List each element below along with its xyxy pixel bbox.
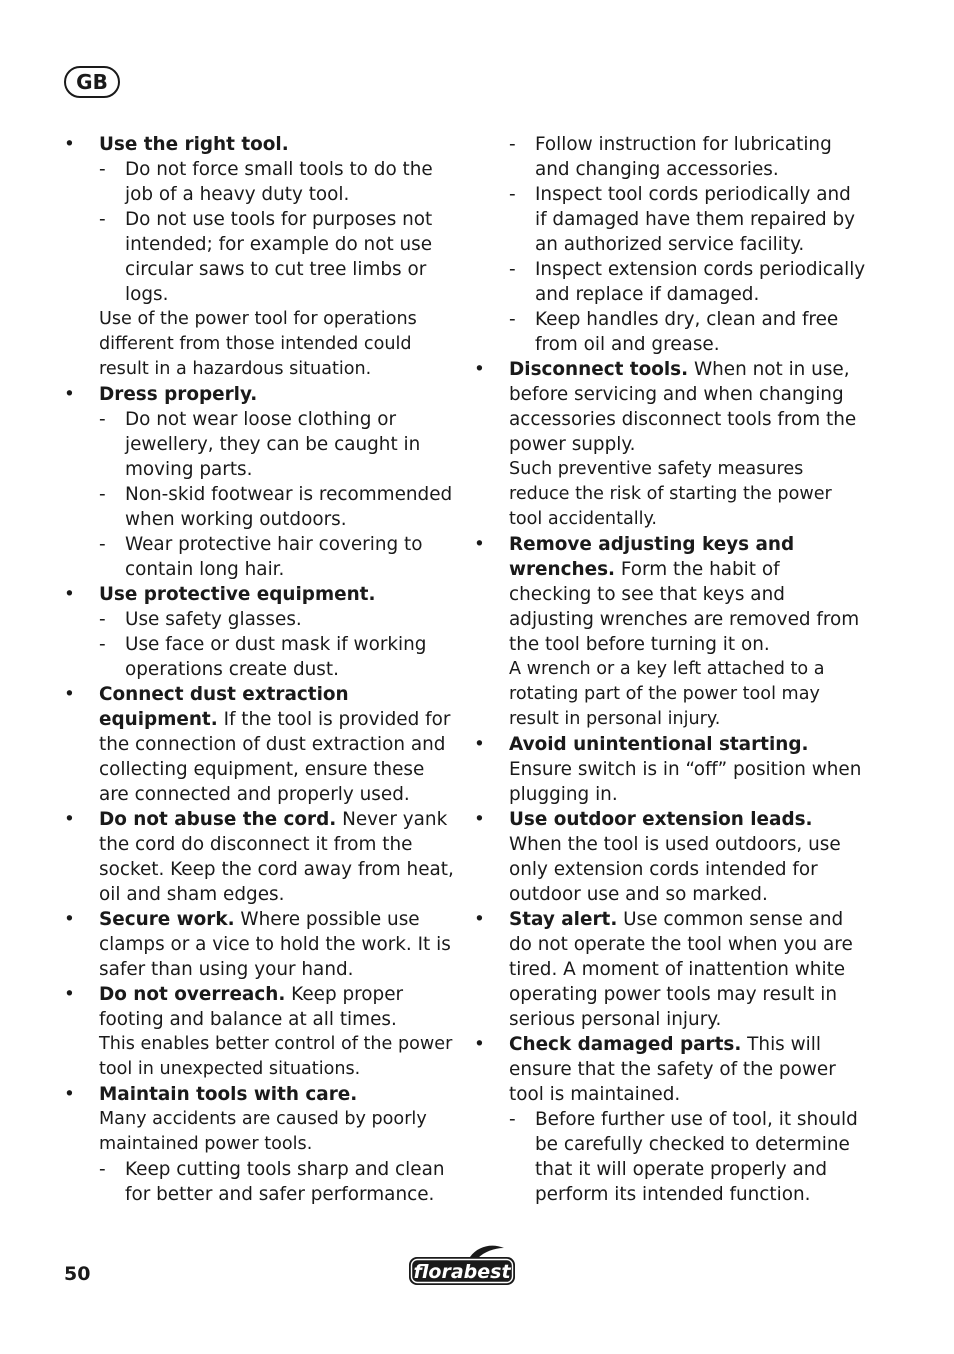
item-title: Do not overreach. (99, 984, 286, 1005)
item-maintain-tools (64, 1082, 456, 1207)
sub-item (474, 1107, 866, 1207)
bullet-icon: • (64, 1084, 75, 1105)
bullet-icon: • (474, 734, 485, 755)
item-use-right-tool (64, 132, 456, 382)
dash-icon: - (509, 134, 516, 155)
item-note: A wrench or a key left attached to a rotating part of the power tool may result in personal injury. (509, 659, 825, 729)
item-disconnect-tools (474, 357, 866, 532)
bullet-icon: • (64, 984, 75, 1005)
logo-leaf-icon (470, 1246, 504, 1258)
item-title: Check damaged parts. (509, 1034, 742, 1055)
sub-item (99, 607, 456, 632)
item-body: Form the habit of checking to see that keys and adjusting wrenches are removed from the tool before turning it on. (509, 559, 860, 655)
bullet-icon: • (64, 134, 75, 155)
sub-item-text: Keep handles dry, clean and free from oil and grease. (535, 309, 839, 355)
item-title: Use outdoor extension leads. (509, 809, 813, 830)
sub-item-text: Do not use tools for purposes not intended; for example do not use circular saws to cut tree limbs or logs. (125, 209, 433, 305)
dash-icon: - (99, 609, 106, 630)
sub-item-text: Before further use of tool, it should be carefully checked to determine that it will operate properly and perform its intended function. (535, 1109, 858, 1205)
dash-icon: - (509, 309, 516, 330)
dash-icon: - (509, 259, 516, 280)
sub-item (474, 182, 866, 257)
item-title: Do not abuse the cord. (99, 809, 337, 830)
item-body: Never yank the cord do disconnect it from the socket. Keep the cord away from heat, oil and sham edges. (99, 809, 454, 905)
bullet-icon: • (474, 534, 485, 555)
sub-item-text: Inspect extension cords periodically and replace if damaged. (535, 259, 866, 305)
bullet-icon: • (474, 909, 485, 930)
item-title: Use protective equipment. (99, 584, 376, 605)
item-remove-keys (474, 532, 866, 732)
item-body: This will ensure that the safety of the power tool is maintained. (509, 1034, 836, 1105)
sub-item-text: Do not force small tools to do the job of a heavy duty tool. (125, 159, 433, 205)
left-column (64, 132, 456, 1207)
item-body: Use common sense and do not operate the tool when you are tired. A moment of inattention white operating power tools may result in serious personal injury. (509, 909, 853, 1030)
dash-icon: - (509, 1109, 516, 1130)
language-badge: GB (64, 66, 120, 98)
florabest-logo (406, 1244, 518, 1290)
item-body: Keep proper footing and balance at all times. (99, 984, 404, 1030)
item-title: Avoid unintentional starting. (509, 734, 809, 755)
right-column (474, 132, 866, 1207)
item-body: If the tool is provided for the connection of dust extraction and collecting equipment, ensure these are connected and properly used. (99, 709, 451, 805)
item-secure-work (64, 907, 456, 982)
bullet-icon: • (64, 584, 75, 605)
item-avoid-starting (474, 732, 866, 807)
bullet-icon: • (64, 384, 75, 405)
sub-item (99, 407, 456, 482)
sub-item (99, 157, 456, 207)
dash-icon: - (99, 1159, 106, 1180)
item-note: Ensure switch is in “off” position when plugging in. (509, 759, 862, 805)
item-body: Where possible use clamps or a vice to hold the work. It is safer than using your hand. (99, 909, 451, 980)
dash-icon: - (99, 634, 106, 655)
sub-item-text: Use face or dust mask if working operations create dust. (125, 634, 427, 680)
item-title: Secure work. (99, 909, 235, 930)
bullet-icon: • (474, 359, 485, 380)
sub-item (99, 482, 456, 532)
bullet-icon: • (64, 684, 75, 705)
bullet-icon: • (474, 1034, 485, 1055)
item-note: Many accidents are caused by poorly maintained power tools. (99, 1109, 427, 1154)
sub-item (474, 132, 866, 182)
item-stay-alert (474, 907, 866, 1032)
sub-item-text: Wear protective hair covering to contain long hair. (125, 534, 423, 580)
sub-item (99, 1157, 456, 1207)
dash-icon: - (99, 484, 106, 505)
item-title: Use the right tool. (99, 134, 289, 155)
sub-item (99, 532, 456, 582)
item-dress-properly (64, 382, 456, 582)
sub-item-text: Non-skid footwear is recommended when working outdoors. (125, 484, 453, 530)
item-title: Stay alert. (509, 909, 618, 930)
item-overreach (64, 982, 456, 1082)
sub-item (99, 632, 456, 682)
bullet-icon: • (64, 809, 75, 830)
item-title: Connect dust extraction equipment. (99, 684, 349, 730)
logo-text: florabest (413, 1261, 511, 1283)
dash-icon: - (509, 184, 516, 205)
sub-item-text: Follow instruction for lubricating and changing accessories. (535, 134, 832, 180)
item-outdoor-leads (474, 807, 866, 907)
sub-item-text: Keep cutting tools sharp and clean for better and safer performance. (125, 1159, 445, 1205)
dash-icon: - (99, 209, 106, 230)
dash-icon: - (99, 159, 106, 180)
sub-item (474, 307, 866, 357)
item-title: Dress properly. (99, 384, 258, 405)
sub-item-text: Use safety glasses. (125, 609, 302, 630)
item-note: Such preventive safety measures reduce the risk of starting the power tool accidentally. (509, 459, 832, 529)
item-protective-equipment (64, 582, 456, 682)
bullet-icon: • (64, 909, 75, 930)
page-number: 50 (64, 1263, 91, 1285)
item-check-damaged (474, 1032, 866, 1107)
item-title: Disconnect tools. (509, 359, 689, 380)
item-dust-extraction (64, 682, 456, 807)
sub-item-text: Do not wear loose clothing or jewellery, they can be caught in moving parts. (125, 409, 421, 480)
item-note: When the tool is used outdoors, use only extension cords intended for outdoor use and so marked. (509, 834, 841, 905)
bullet-icon: • (474, 809, 485, 830)
item-title: Remove adjusting keys and wrenches. (509, 534, 795, 580)
dash-icon: - (99, 409, 106, 430)
sub-item (474, 257, 866, 307)
item-note: Use of the power tool for operations different from those intended could result in a hazardous situation. (99, 309, 417, 379)
item-note: This enables better control of the power tool in unexpected situations. (99, 1034, 453, 1079)
item-body: When not in use, before servicing and when changing accessories disconnect tools from the power supply. (509, 359, 857, 455)
sub-item (99, 207, 456, 307)
item-abuse-cord (64, 807, 456, 907)
dash-icon: - (99, 534, 106, 555)
item-title: Maintain tools with care. (99, 1084, 358, 1105)
sub-item-text: Inspect tool cords periodically and if damaged have them repaired by an authorized service facility. (535, 184, 856, 255)
